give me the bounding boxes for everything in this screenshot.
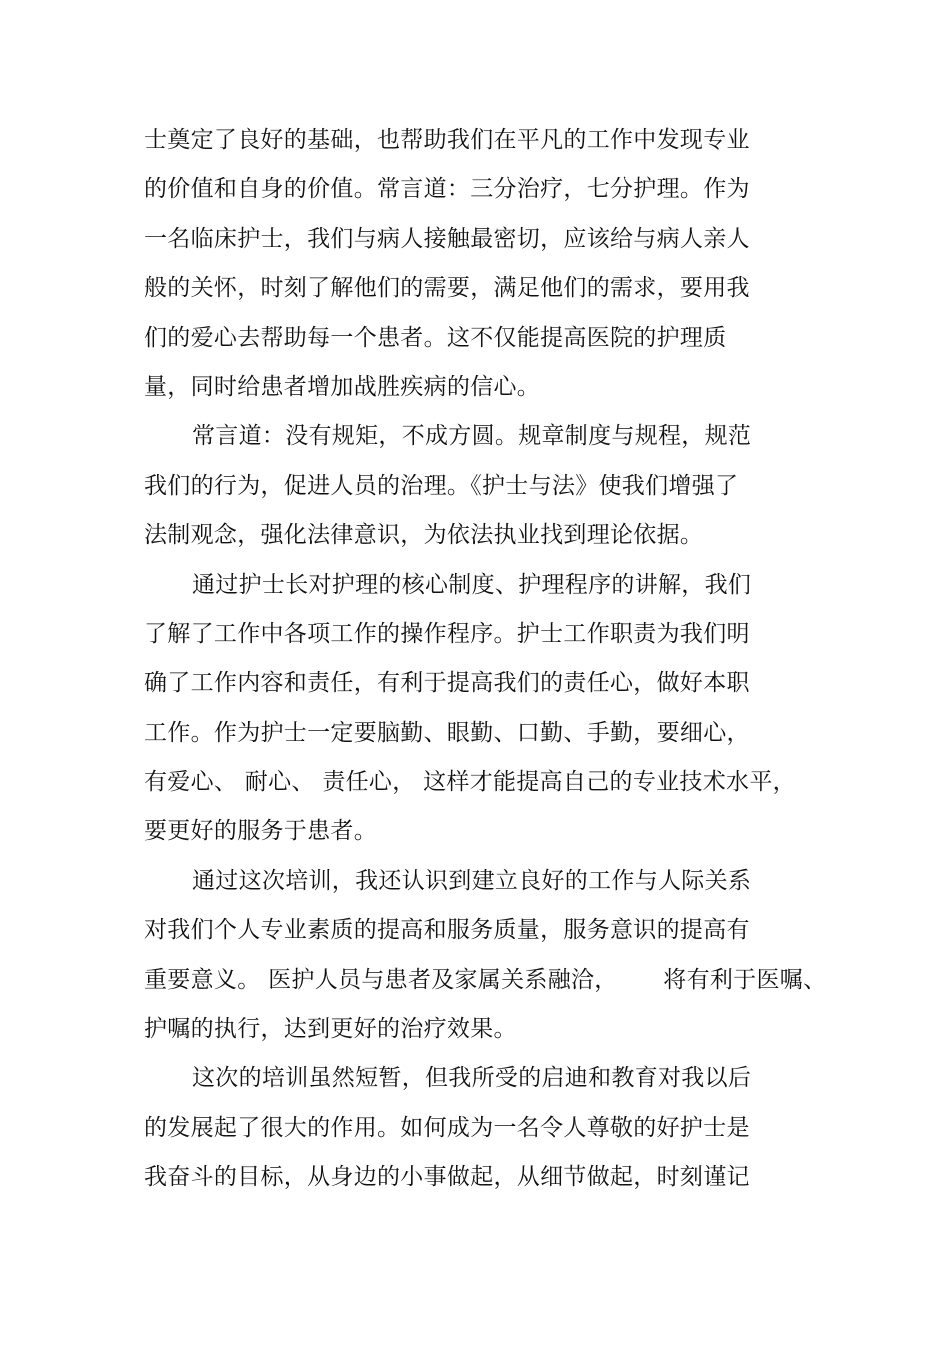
text-line: 工作。作为护士一定要脑勤、眼勤、口勤、手勤，要细心，: [144, 719, 750, 746]
text-line: 的价值和自身的价值。常言道：三分治疗，七分护理。作为: [144, 176, 750, 203]
paragraph-start-line: 这次的培训虽然短暂，但我所受的启迪和教育对我以后: [192, 1065, 752, 1092]
text-line: 一名临床护士，我们与病人接触最密切，应该给与病人亲人: [144, 225, 750, 252]
paragraph-start-line: 通过这次培训，我还认识到建立良好的工作与人际关系: [192, 867, 752, 894]
text-line: 的发展起了很大的作用。如何成为一名令人尊敬的好护士是: [144, 1114, 750, 1141]
text-line: 般的关怀，时刻了解他们的需要，满足他们的需求，要用我: [144, 275, 750, 302]
paragraph-start-line: 常言道：没有规矩，不成方圆。规章制度与规程，规范: [192, 423, 752, 450]
text-line: 护嘱的执行，达到更好的治疗效果。: [144, 1016, 517, 1043]
text-line: 对我们个人专业素质的提高和服务质量，服务意识的提高有: [144, 917, 750, 944]
text-line: 确了工作内容和责任，有利于提高我们的责任心，做好本职: [144, 670, 750, 697]
text-line: 们的爱心去帮助每一个患者。这不仅能提高医院的护理质: [144, 324, 727, 351]
text-line: 量，同时给患者增加战胜疾病的信心。: [144, 373, 541, 400]
text-line: 了解了工作中各项工作的操作程序。护士工作职责为我们明: [144, 620, 750, 647]
text-line: 有爱心、 耐心、 责任心， 这样才能提高自己的专业技术水平，: [144, 769, 796, 796]
paragraph-start-line: 通过护士长对护理的核心制度、护理程序的讲解，我们: [192, 571, 752, 598]
text-line: 我奋斗的目标，从身边的小事做起，从细节做起，时刻谨记: [144, 1164, 750, 1191]
text-line: 法制观念，强化法律意识，为依法执业找到理论依据。: [144, 522, 704, 549]
text-line: 要更好的服务于患者。: [144, 818, 377, 845]
text-line: 士奠定了良好的基础，也帮助我们在平凡的工作中发现专业: [144, 127, 750, 153]
text-line: 重要意义。 医护人员与患者及家属关系融洽， 将有利于医嘱、: [144, 966, 827, 993]
text-line: 我们的行为，促进人员的治理。《护士与法》使我们增强了: [144, 472, 739, 499]
body-text: [144, 116, 844, 1203]
